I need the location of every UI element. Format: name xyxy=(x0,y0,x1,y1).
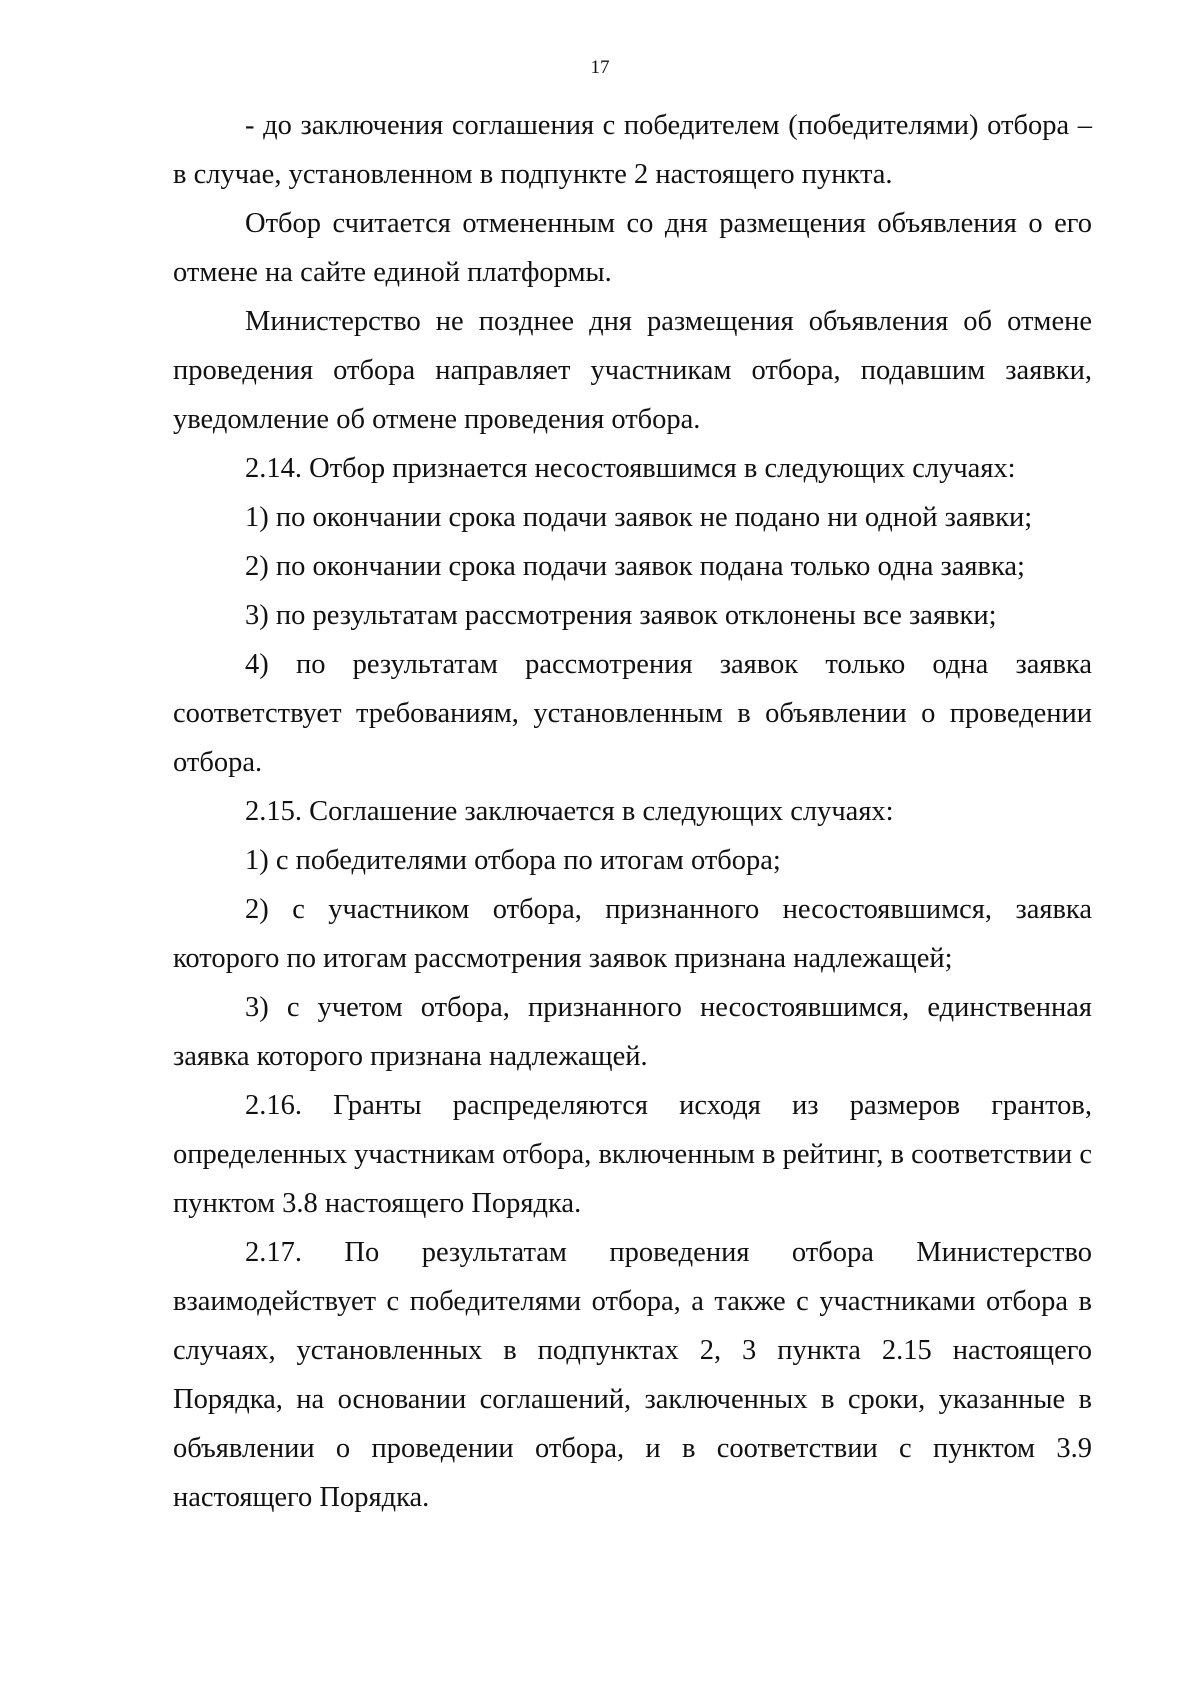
paragraph-2-15: 2.15. Соглашение заключается в следующих случаях: xyxy=(245,796,894,827)
paragraph-ministry-notification: Министерство не позднее дня размещения объявления об отмене проведения отбора направляет участникам отбора, подавшим заявки, уведомление об отмене проведения отбора. xyxy=(173,306,1092,435)
paragraph-2-14-item-4: 4) по результатам рассмотрения заявок только одна заявка соответствует требованиям, установленным в объявлении о проведении отбора. xyxy=(173,649,1092,778)
document-body xyxy=(173,101,1092,1522)
paragraph-selection-cancelled: Отбор считается отмененным со дня размещения объявления о его отмене на сайте единой платформы. xyxy=(173,208,1092,288)
paragraph-2-15-item-1: 1) с победителями отбора по итогам отбора; xyxy=(245,845,781,876)
paragraph-2-14-item-1: 1) по окончании срока подачи заявок не подано ни одной заявки; xyxy=(245,502,1033,533)
paragraph-2-17: 2.17. По результатам проведения отбора Министерство взаимодействует с победителями отбора, а также с участниками отбора в случаях, установленных в подпунктах 2, 3 пункта 2.15 настоящего Порядка, на основании соглашений, заключенных в сроки, указанные в объявлении о проведении отбора, и в соответствии с пунктом 3.9 настоящего Порядка. xyxy=(173,1237,1092,1513)
page-number: 17 xyxy=(590,57,610,78)
paragraph-2-14-item-2: 2) по окончании срока подачи заявок подана только одна заявка; xyxy=(245,551,1025,582)
paragraph-cancellation-until-agreement: - до заключения соглашения с победителем (победителями) отбора – в случае, установленном в подпункте 2 настоящего пункта. xyxy=(173,110,1092,190)
paragraph-2-14-item-3: 3) по результатам рассмотрения заявок отклонены все заявки; xyxy=(245,600,997,631)
paragraph-2-15-item-3: 3) с учетом отбора, признанного несостоявшимся, единственная заявка которого признана надлежащей. xyxy=(173,992,1092,1072)
paragraph-2-14: 2.14. Отбор признается несостоявшимся в следующих случаях: xyxy=(245,453,1016,484)
paragraph-2-16: 2.16. Гранты распределяются исходя из размеров грантов, определенных участникам отбора, включенным в рейтинг, в соответствии с пунктом 3.8 настоящего Порядка. xyxy=(173,1090,1092,1219)
paragraph-2-15-item-2: 2) с участником отбора, признанного несостоявшимся, заявка которого по итогам рассмотрения заявок признана надлежащей; xyxy=(173,894,1092,974)
